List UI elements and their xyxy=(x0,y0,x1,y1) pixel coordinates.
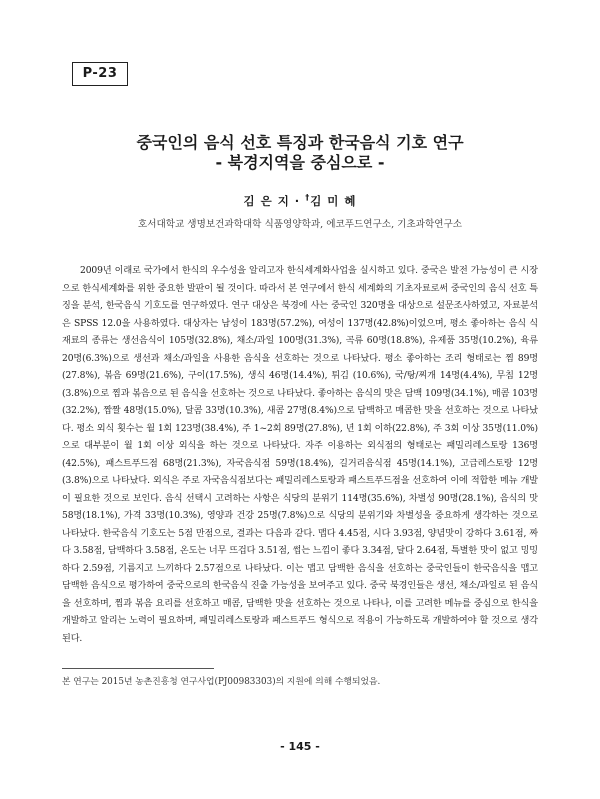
author-second: 김 미 혜 xyxy=(310,194,357,208)
affiliation: 호서대학교 생명보건과학대학 식품영양학과, 에코푸드연구소, 기초과학연구소 xyxy=(137,219,463,230)
paper-subtitle: - 북경지역을 중심으로 - xyxy=(215,153,385,172)
authors xyxy=(60,193,540,209)
footnote-divider xyxy=(62,668,214,669)
paper-title: 중국인의 음식 선호 특징과 한국음식 기호 연구 xyxy=(136,133,464,152)
author-first: 김 은 지 · xyxy=(243,194,306,208)
abstract-body: 2009년 이래로 국가에서 한식의 우수성을 알리고자 한식세계화사업을 실시하고 있다. 중국은 발전 가능성이 큰 시장으로 한식세계화를 위한 중요한 발판이 될 것이다. 따라서 본 연구에서 한식 세계화의 기초자료로써 중국인의 음식 선호 특징을 분석, 한국음식 기호도를 연구하였다. 연구 대상은 북경에 사는 중국인 320명을 대상으로 설문조사하였고, 자료분석은 SPSS 12.0을 사용하였다. 대상자는 남성이 183명(57.2%), 여성이 137명(42.8%)이었으며, 평소 좋아하는 음식 식재료의 종류는 생선음식이 105명(32.8%), 채소/과일 100명(31.3%), 곡류 60명(18.8%), 유제품 35명(10.2%), 육류 20명(6.3%)으로 생선과 채소/과일을 사용한 음식을 선호하는 것으로 나타났다. 평소 좋아하는 조리 형태로는 찜 89명(27.8%), 볶음 69명(21.6%), 구이(17.5%), 생식 46명(14.4%), 튀김 (10.6%), 국/탕/찌개 14명(4.4%), 무침 12명(3.8%)으로 찜과 볶음으로 된 음식을 선호하는 것으로 나타났다. 좋아하는 음식의 맛은 담백 109명(34.1%), 매콤 103명(32.2%), 짭짤 48명(15.0%), 달콤 33명(10.3%), 새콤 27명(8.4%)으로 담백하고 매콤한 맛을 선호하는 것으로 나타났다. 평소 외식 횟수는 월 1회 123명(38.4%), 주 1~2회 89명(27.8%), 년 1회 이하(22.8%), 주 3회 이상 35명(11.0%)으로 대부분이 월 1회 이상 외식을 하는 것으로 나타났다. 자주 이용하는 외식점의 형태로는 패밀리레스토랑 136명(42.5%), 패스트푸드점 68명(21.3%), 자국음식점 59명(18.4%), 길거리음식점 45명(14.1%), 고급레스토랑 12명(3.8%)으로 나타났다. 외식은 주로 자국음식점보다는 패밀리레스토랑과 패스트푸드점을 선호하여 이에 적합한 메뉴 개발이 필요한 것으로 보인다. 음식 선택시 고려하는 사항은 식당의 분위기 114명(35.6%), 차별성 90명(28.1%), 음식의 맛 58명(18.1%), 가격 33명(10.3%), 영양과 건강 25명(7.8%)으로 식당의 분위기와 차별성을 중요하게 생각하는 것으로 나타났다. 한국음식 기호도는 5점 만점으로, 결과는 다음과 같다. 맵다 4.45점, 시다 3.93점, 양념맛이 강하다 3.61점, 짜다 3.58점, 담백하다 3.58점, 온도는 너무 뜨겁다 3.51점, 썹는 느낌이 좋다 3.34점, 달다 2.64점, 특별한 맛이 없고 밍밍하다 2.59점, 기름지고 느끼하다 2.57점으로 나타났다. 이는 맵고 담백한 음식을 선호하는 중국인들이 한국음식을 맵고 담백한 음식으로 평가하여 중국으로의 한국음식 진출 가능성을 보여주고 있다. 중국 북경인들은 생선, 채소/과일로 된 음식을 선호하며, 찜과 볶음 요리를 선호하고 매콤, 담백한 맛을 선호하는 것으로 나타나, 이를 고려한 메뉴를 중심으로 한식을 개발하고 알리는 노력이 필요하며, 패밀리레스토랑과 패스트푸드 형식으로 적용이 가능하도록 개발하여야 할 것으로 생각된다. xyxy=(62,266,538,644)
poster-label: P-23 xyxy=(72,62,128,86)
corresponding-mark: † xyxy=(305,193,311,203)
page-number: - 145 - xyxy=(280,740,320,753)
funding-footnote: 본 연구는 2015년 농촌진흥청 연구사업(PJ00983303)의 지원에 의해 수행되었음. xyxy=(62,677,381,687)
